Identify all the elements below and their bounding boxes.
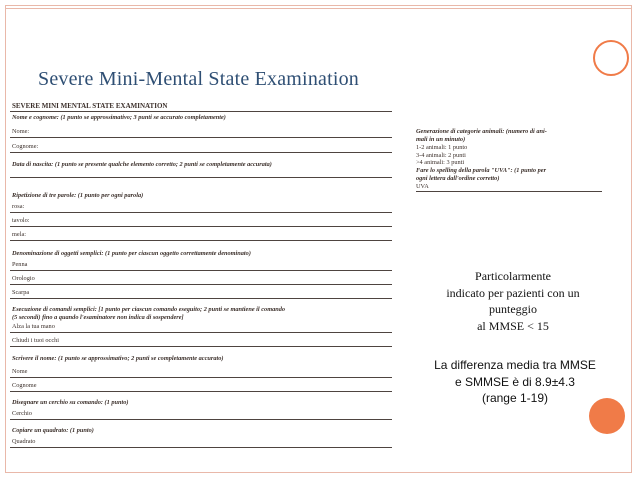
field-rule xyxy=(10,270,392,271)
words-section-heading: Ripetizione di tre parole: (1 punto per ogni parola) xyxy=(12,192,144,199)
note-line: e SMMSE è di 8.9±4.3 xyxy=(455,374,575,389)
form-field: Quadrato xyxy=(12,438,36,445)
accent-circle-outline xyxy=(593,40,629,76)
slide-title: Severe Mini-Mental State Examination xyxy=(38,68,360,90)
note-line: al MMSE < 15 xyxy=(477,318,549,333)
objects-section-heading: Denominazione di oggetti semplici: (1 punto per ciascun oggetto correttamente denominato) xyxy=(12,250,251,257)
form-field: 1-2 animali: 1 punto xyxy=(416,144,468,151)
commands-section-heading-cont: (5 secondi) fino a quando l'esaminatore non indica di sospendere] xyxy=(12,314,184,321)
name-section-heading: Nome e cognome: (1 punto se approssimativo; 3 punti se accurato completamente) xyxy=(12,114,226,121)
note-line: Particolarmente xyxy=(475,269,551,283)
field-rule xyxy=(10,332,392,333)
birth-section-heading: Data di nascita: (1 punto se presente qualche elemento corretto; 2 punti se completamente accurata) xyxy=(12,161,272,168)
form-field: mela: xyxy=(12,231,26,238)
field-rule xyxy=(10,226,392,227)
form-field: tavolo: xyxy=(12,217,30,224)
field-rule xyxy=(10,298,392,299)
note-line: indicato per pazienti con un xyxy=(446,285,580,300)
form-field: >4 animali: 3 punti xyxy=(416,159,465,166)
form-field: Nome xyxy=(12,368,28,375)
write-section-heading: Scrivere il nome: (1 punto se approssimativo; 2 punti se completamente accurato) xyxy=(12,355,224,362)
animals-section-heading: Generazione di categorie animali: (numero di ani- xyxy=(416,128,547,135)
form-field: Nome: xyxy=(12,128,30,135)
field-rule xyxy=(10,447,392,448)
field-rule xyxy=(10,346,392,347)
form-field: 3-4 animali: 2 punti xyxy=(416,151,466,159)
form-title: SEVERE MINI MENTAL STATE EXAMINATION xyxy=(12,102,168,110)
field-rule xyxy=(10,377,392,378)
commands-section-heading: Esecuzione di comandi semplici: [1 punto per ciascun comando eseguito; 2 punti se mantiene il comando xyxy=(12,306,286,313)
note-line: (range 1-19) xyxy=(481,391,549,405)
animals-section-heading-cont: mali in un minuto) xyxy=(416,136,466,143)
form-field: Cerchio xyxy=(12,410,32,417)
form-field: Orologio xyxy=(12,275,35,282)
smmse-form-right xyxy=(416,128,602,194)
field-rule xyxy=(10,137,392,138)
form-field: UVA xyxy=(416,182,429,190)
form-title-rule xyxy=(10,111,392,112)
field-rule xyxy=(10,152,392,153)
form-field: Scarpa xyxy=(12,289,30,296)
form-field: Alza la tua mano xyxy=(12,323,55,330)
form-field: rosa: xyxy=(12,203,25,210)
square-section-heading: Copiare un quadrato: (1 punto) xyxy=(12,427,94,434)
field-rule xyxy=(10,284,392,285)
form-field: Chiudi i tuoi occhi xyxy=(12,337,60,344)
field-rule xyxy=(10,212,392,213)
smmse-form-left xyxy=(10,100,402,472)
field-rule xyxy=(10,419,392,420)
note-line: punteggio xyxy=(489,302,537,316)
form-field: Penna xyxy=(12,261,28,268)
field-rule xyxy=(10,240,392,241)
spelling-section-heading-cont: ogni lettera dall'ordine corretto) xyxy=(416,174,500,182)
field-rule xyxy=(416,191,602,192)
field-rule xyxy=(10,177,392,178)
field-rule xyxy=(10,391,392,392)
difference-note xyxy=(420,357,610,407)
top-rule xyxy=(6,8,631,9)
note-line: La differenza media tra MMSE xyxy=(434,358,596,372)
spelling-section-heading: Fare lo spelling della parola "UVA": (1 punto per xyxy=(416,166,547,174)
indication-note xyxy=(422,268,604,334)
circle-section-heading: Disegnare un cerchio su comando: (1 punto) xyxy=(12,399,129,406)
form-field: Cognome xyxy=(12,382,37,389)
form-field: Cognome: xyxy=(12,143,39,150)
